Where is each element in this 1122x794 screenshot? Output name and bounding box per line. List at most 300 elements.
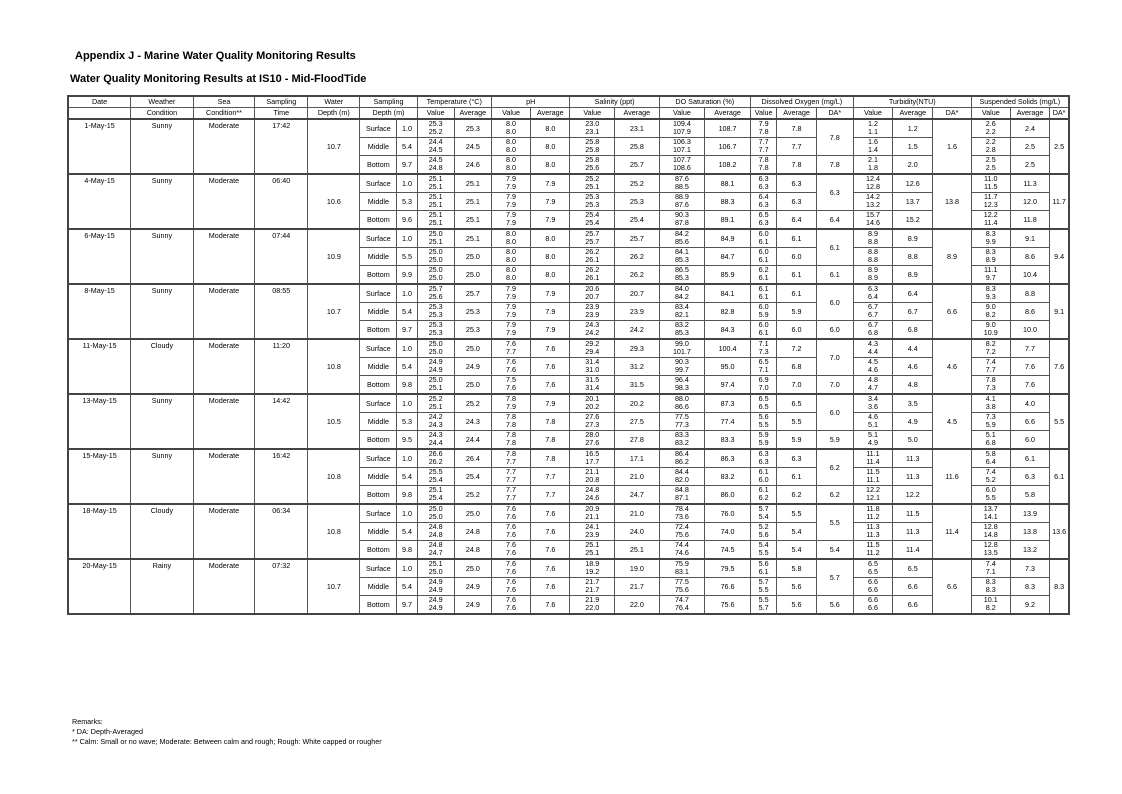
do-saturation-values-reading-1: 83.2 xyxy=(674,320,689,329)
ph-average: 7.9 xyxy=(531,193,570,211)
turbidity-values-reading-1: 1.6 xyxy=(867,137,878,146)
do-saturation-values-reading-2: 74.6 xyxy=(674,547,689,557)
date-cell: 1-May-15 xyxy=(68,119,131,174)
ph-average: 7.6 xyxy=(531,596,570,615)
temperature-values-reading-1: 24.9 xyxy=(428,357,443,366)
salinity-values xyxy=(570,174,615,193)
salinity-average: 21.0 xyxy=(615,504,660,523)
turbidity-values-reading-1: 11.1 xyxy=(866,449,880,458)
turbidity-values-reading-1: 6.6 xyxy=(867,595,878,604)
turbidity-da: 11.4 xyxy=(933,504,971,559)
suspended-solids-da: 13.6 xyxy=(1050,504,1069,559)
dissolved-oxygen-da: 6.0 xyxy=(816,284,853,321)
suspended-solids-values-reading-2: 2.5 xyxy=(985,162,996,172)
temperature-values-reading-2: 25.1 xyxy=(428,236,443,246)
ph-values-reading-2: 7.6 xyxy=(506,529,517,539)
date-cell: 8-May-15 xyxy=(68,284,131,339)
dissolved-oxygen-values-reading-2: 6.1 xyxy=(758,272,769,282)
turbidity-values-reading-2: 8.9 xyxy=(867,272,878,282)
dissolved-oxygen-bottom-da: 5.9 xyxy=(816,431,853,450)
suspended-solids-values-reading-1: 8.3 xyxy=(985,284,996,293)
date-cell: 13-May-15 xyxy=(68,394,131,449)
do-saturation-values xyxy=(659,358,705,376)
suspended-solids-values-reading-1: 8.3 xyxy=(985,247,996,256)
ph-values-reading-2: 7.7 xyxy=(506,474,517,484)
suspended-solids-values xyxy=(971,248,1010,266)
weather-cell: Sunny xyxy=(131,174,194,229)
do-saturation-values-reading-1: 84.8 xyxy=(674,485,689,494)
ph-average: 7.9 xyxy=(531,321,570,340)
suspended-solids-values-reading-2: 9.7 xyxy=(985,272,996,282)
suspended-solids-da: 2.5 xyxy=(1050,119,1069,174)
turbidity-average: 5.0 xyxy=(893,431,933,450)
suspended-solids-values xyxy=(971,449,1010,468)
temperature-values-reading-1: 24.8 xyxy=(428,522,443,531)
ph-values xyxy=(491,119,530,138)
dissolved-oxygen-average: 5.6 xyxy=(777,596,816,615)
turbidity-average: 6.7 xyxy=(893,303,933,321)
table-row-surface xyxy=(68,174,1069,193)
turbidity-values-reading-2: 14.6 xyxy=(865,217,880,227)
level-name-cell: Bottom xyxy=(360,376,397,395)
turbidity-values-reading-2: 6.5 xyxy=(867,566,878,576)
ph-values-reading-1: 7.8 xyxy=(506,394,517,403)
salinity-average: 22.0 xyxy=(615,596,660,615)
dissolved-oxygen-da: 6.2 xyxy=(816,449,853,486)
dissolved-oxygen-values-reading-1: 6.0 xyxy=(758,229,769,238)
turbidity-average: 6.5 xyxy=(893,559,933,578)
sea-condition-cell: Moderate xyxy=(193,394,255,449)
table-row-surface xyxy=(68,229,1069,248)
ph-values-reading-1: 7.5 xyxy=(506,375,517,384)
dissolved-oxygen-values-reading-1: 6.0 xyxy=(758,320,769,329)
level-name-cell: Middle xyxy=(360,413,397,431)
turbidity-da: 11.6 xyxy=(933,449,971,504)
turbidity-values xyxy=(853,578,892,596)
dissolved-oxygen-values-reading-1: 6.2 xyxy=(758,265,769,274)
level-name-cell: Bottom xyxy=(360,321,397,340)
turbidity-average: 8.8 xyxy=(893,248,933,266)
suspended-solids-average: 7.6 xyxy=(1010,376,1049,395)
temperature-average: 25.7 xyxy=(454,284,491,303)
turbidity-values-reading-2: 11.1 xyxy=(866,474,880,484)
do-saturation-values-reading-1: 83.3 xyxy=(674,430,689,439)
temperature-values xyxy=(417,504,454,523)
turbidity-values-reading-2: 3.6 xyxy=(867,401,878,411)
salinity-values-reading-1: 23.9 xyxy=(585,302,600,311)
dissolved-oxygen-values-reading-1: 5.6 xyxy=(758,412,769,421)
dissolved-oxygen-average: 7.8 xyxy=(777,156,816,175)
subheader-cell: Average xyxy=(454,108,491,120)
suspended-solids-values xyxy=(971,156,1010,175)
dissolved-oxygen-da: 7.8 xyxy=(816,119,853,156)
dissolved-oxygen-average: 7.8 xyxy=(777,119,816,138)
salinity-values-reading-2: 24.2 xyxy=(585,327,600,337)
date-cell: 18-May-15 xyxy=(68,504,131,559)
do-saturation-values-reading-2: 76.4 xyxy=(674,602,689,612)
do-saturation-values-reading-2: 82.1 xyxy=(674,309,689,319)
temperature-values-reading-2: 25.0 xyxy=(428,272,443,282)
dissolved-oxygen-values-reading-2: 7.0 xyxy=(758,382,769,392)
salinity-values xyxy=(570,193,615,211)
level-depth-cell: 5.4 xyxy=(397,578,417,596)
temperature-values xyxy=(417,394,454,413)
dissolved-oxygen-values-reading-1: 7.8 xyxy=(758,155,769,164)
level-depth-cell: 5.4 xyxy=(397,303,417,321)
turbidity-values xyxy=(853,266,892,285)
suspended-solids-values xyxy=(971,358,1010,376)
temperature-average: 25.3 xyxy=(454,303,491,321)
dissolved-oxygen-values-reading-1: 6.5 xyxy=(758,394,769,403)
suspended-solids-values xyxy=(971,486,1010,505)
do-saturation-average: 100.4 xyxy=(705,339,751,358)
turbidity-values xyxy=(853,596,892,615)
temperature-average: 24.9 xyxy=(454,596,491,615)
do-saturation-average: 87.3 xyxy=(705,394,751,413)
temperature-values-reading-2: 25.1 xyxy=(428,382,443,392)
turbidity-da: 4.5 xyxy=(933,394,971,449)
salinity-average: 31.2 xyxy=(615,358,660,376)
do-saturation-values-reading-1: 109.4 xyxy=(672,119,691,128)
dissolved-oxygen-da: 6.1 xyxy=(816,229,853,266)
temperature-values-reading-2: 24.8 xyxy=(428,162,443,172)
do-saturation-average: 86.3 xyxy=(705,449,751,468)
do-saturation-values-reading-1: 88.9 xyxy=(674,192,689,201)
salinity-values-reading-2: 25.7 xyxy=(585,236,600,246)
do-saturation-average: 77.4 xyxy=(705,413,751,431)
turbidity-values-reading-2: 12.1 xyxy=(865,492,880,502)
suspended-solids-values xyxy=(971,578,1010,596)
ph-values-reading-1: 7.8 xyxy=(506,430,517,439)
dissolved-oxygen-values-reading-2: 6.3 xyxy=(758,199,769,209)
temperature-values-reading-1: 25.1 xyxy=(428,210,443,219)
do-saturation-values xyxy=(659,211,705,230)
dissolved-oxygen-da: 5.5 xyxy=(816,504,853,541)
ph-average: 7.8 xyxy=(531,449,570,468)
do-saturation-values-reading-2: 87.1 xyxy=(674,492,689,502)
subheader-cell: Value xyxy=(491,108,530,120)
table-body xyxy=(68,119,1069,614)
suspended-solids-values-reading-1: 7.4 xyxy=(985,467,996,476)
ph-average: 8.0 xyxy=(531,119,570,138)
level-depth-cell: 1.0 xyxy=(397,504,417,523)
ph-values-reading-1: 7.9 xyxy=(506,302,517,311)
level-name-cell: Surface xyxy=(360,504,397,523)
ph-average: 7.9 xyxy=(531,284,570,303)
do-saturation-values xyxy=(659,138,705,156)
temperature-average: 25.0 xyxy=(454,559,491,578)
turbidity-values xyxy=(853,376,892,395)
turbidity-average: 6.4 xyxy=(893,284,933,303)
suspended-solids-average: 12.0 xyxy=(1010,193,1049,211)
dissolved-oxygen-values-reading-2: 6.5 xyxy=(758,401,769,411)
temperature-values-reading-1: 25.3 xyxy=(428,119,443,128)
ph-values-reading-1: 7.8 xyxy=(506,449,517,458)
subheader-cell: Average xyxy=(1010,108,1049,120)
salinity-values-reading-2: 26.1 xyxy=(585,272,600,282)
ph-values-reading-1: 7.6 xyxy=(506,595,517,604)
ph-values-reading-2: 7.6 xyxy=(506,382,517,392)
suspended-solids-values-reading-2: 2.8 xyxy=(985,144,996,154)
do-saturation-values xyxy=(659,413,705,431)
temperature-average: 26.4 xyxy=(454,449,491,468)
do-saturation-values-reading-2: 107.9 xyxy=(672,126,691,136)
turbidity-values xyxy=(853,229,892,248)
salinity-values-reading-1: 21.9 xyxy=(585,595,600,604)
turbidity-values xyxy=(853,156,892,175)
do-saturation-values-reading-1: 107.7 xyxy=(672,155,691,164)
suspended-solids-average: 5.8 xyxy=(1010,486,1049,505)
salinity-values-reading-1: 16.5 xyxy=(585,449,600,458)
suspended-solids-values-reading-2: 10.9 xyxy=(983,327,998,337)
temperature-values-reading-2: 24.8 xyxy=(428,529,443,539)
dissolved-oxygen-values-reading-1: 6.4 xyxy=(758,192,769,201)
do-saturation-values xyxy=(659,486,705,505)
ph-average: 7.6 xyxy=(531,339,570,358)
do-saturation-values xyxy=(659,523,705,541)
turbidity-values xyxy=(853,504,892,523)
suspended-solids-da: 6.1 xyxy=(1050,449,1069,504)
dissolved-oxygen-average: 7.2 xyxy=(777,339,816,358)
level-depth-cell: 1.0 xyxy=(397,119,417,138)
turbidity-values-reading-2: 11.4 xyxy=(866,456,880,466)
salinity-values-reading-1: 25.1 xyxy=(585,540,600,549)
temperature-values xyxy=(417,596,454,615)
turbidity-values-reading-1: 6.7 xyxy=(867,302,878,311)
salinity-values-reading-2: 21.7 xyxy=(585,584,600,594)
suspended-solids-values-reading-2: 14.1 xyxy=(983,511,998,521)
level-depth-cell: 9.6 xyxy=(397,211,417,230)
turbidity-values-reading-2: 6.4 xyxy=(867,291,878,301)
turbidity-values-reading-1: 8.8 xyxy=(867,247,878,256)
salinity-values xyxy=(570,413,615,431)
suspended-solids-da: 9.4 xyxy=(1050,229,1069,284)
salinity-values xyxy=(570,321,615,340)
turbidity-values xyxy=(853,468,892,486)
temperature-values-reading-2: 25.0 xyxy=(428,566,443,576)
turbidity-values xyxy=(853,138,892,156)
dissolved-oxygen-average: 6.5 xyxy=(777,394,816,413)
weather-cell: Sunny xyxy=(131,229,194,284)
salinity-values xyxy=(570,394,615,413)
temperature-average: 24.6 xyxy=(454,156,491,175)
do-saturation-values-reading-1: 74.7 xyxy=(674,595,689,604)
do-saturation-values-reading-1: 74.4 xyxy=(674,540,689,549)
suspended-solids-values-reading-2: 5.5 xyxy=(985,492,996,502)
temperature-values-reading-1: 24.8 xyxy=(428,540,443,549)
weather-cell: Cloudy xyxy=(131,339,194,394)
level-name-cell: Middle xyxy=(360,303,397,321)
dissolved-oxygen-average: 5.5 xyxy=(777,413,816,431)
table-row-surface xyxy=(68,284,1069,303)
dissolved-oxygen-values-reading-1: 6.5 xyxy=(758,210,769,219)
level-depth-cell: 1.0 xyxy=(397,284,417,303)
ph-average: 7.6 xyxy=(531,541,570,560)
turbidity-values-reading-1: 6.6 xyxy=(867,577,878,586)
do-saturation-average: 75.6 xyxy=(705,596,751,615)
dissolved-oxygen-average: 6.1 xyxy=(777,468,816,486)
dissolved-oxygen-average: 5.4 xyxy=(777,541,816,560)
temperature-values-reading-2: 24.9 xyxy=(428,584,443,594)
suspended-solids-values-reading-1: 12.8 xyxy=(983,540,998,549)
suspended-solids-values xyxy=(971,541,1010,560)
salinity-values xyxy=(570,119,615,138)
ph-values xyxy=(491,376,530,395)
dissolved-oxygen-values xyxy=(750,156,777,175)
do-saturation-values-reading-1: 83.4 xyxy=(674,302,689,311)
temperature-values-reading-1: 24.2 xyxy=(428,412,443,421)
ph-values-reading-2: 7.6 xyxy=(506,364,517,374)
temperature-average: 25.3 xyxy=(454,119,491,138)
dissolved-oxygen-values-reading-2: 7.1 xyxy=(758,364,769,374)
dissolved-oxygen-average: 6.1 xyxy=(777,229,816,248)
dissolved-oxygen-values-reading-2: 7.3 xyxy=(758,346,769,356)
suspended-solids-values xyxy=(971,211,1010,230)
do-saturation-values-reading-1: 106.3 xyxy=(672,137,691,146)
ph-values xyxy=(491,248,530,266)
salinity-values xyxy=(570,486,615,505)
turbidity-average: 4.4 xyxy=(893,339,933,358)
suspended-solids-values-reading-1: 2.5 xyxy=(985,155,996,164)
suspended-solids-values-reading-1: 7.8 xyxy=(985,375,996,384)
suspended-solids-average: 11.3 xyxy=(1010,174,1049,193)
salinity-values-reading-1: 24.1 xyxy=(585,522,600,531)
appendix-title: Appendix J - Marine Water Quality Monitoring Results xyxy=(75,50,356,62)
salinity-values-reading-2: 25.6 xyxy=(585,162,600,172)
temperature-average: 25.1 xyxy=(454,193,491,211)
suspended-solids-values-reading-1: 4.1 xyxy=(985,394,996,403)
turbidity-da: 6.6 xyxy=(933,284,971,339)
temperature-values xyxy=(417,449,454,468)
turbidity-values-reading-1: 11.5 xyxy=(866,467,880,476)
turbidity-values xyxy=(853,339,892,358)
suspended-solids-average: 8.6 xyxy=(1010,248,1049,266)
level-depth-cell: 9.7 xyxy=(397,596,417,615)
salinity-values-reading-1: 29.2 xyxy=(585,339,600,348)
subheader-cell: DA* xyxy=(1050,108,1069,120)
salinity-values-reading-1: 31.4 xyxy=(585,357,600,366)
turbidity-values-reading-2: 1.8 xyxy=(867,162,878,172)
suspended-solids-values-reading-2: 2.2 xyxy=(985,126,996,136)
dissolved-oxygen-values-reading-2: 6.0 xyxy=(758,474,769,484)
temperature-values xyxy=(417,339,454,358)
do-saturation-values-reading-2: 101.7 xyxy=(672,346,691,356)
suspended-solids-values xyxy=(971,376,1010,395)
salinity-values-reading-2: 31.4 xyxy=(585,382,600,392)
dissolved-oxygen-values xyxy=(750,358,777,376)
temperature-values xyxy=(417,431,454,450)
salinity-values xyxy=(570,229,615,248)
ph-values-reading-2: 7.7 xyxy=(506,346,517,356)
ph-values-reading-2: 7.6 xyxy=(506,602,517,612)
temperature-values-reading-1: 25.0 xyxy=(428,247,443,256)
salinity-values-reading-1: 25.3 xyxy=(585,192,600,201)
turbidity-average: 8.9 xyxy=(893,229,933,248)
temperature-values-reading-1: 24.3 xyxy=(428,430,443,439)
turbidity-values-reading-2: 1.4 xyxy=(867,144,878,154)
do-saturation-values-reading-1: 84.2 xyxy=(674,229,689,238)
suspended-solids-values-reading-1: 8.3 xyxy=(985,229,996,238)
turbidity-values-reading-1: 11.3 xyxy=(866,522,880,531)
temperature-values xyxy=(417,578,454,596)
salinity-values-reading-1: 25.4 xyxy=(585,210,600,219)
header-sampling-time: Sampling xyxy=(255,96,308,108)
temperature-values xyxy=(417,541,454,560)
temperature-values xyxy=(417,559,454,578)
dissolved-oxygen-values-reading-1: 6.1 xyxy=(758,467,769,476)
dissolved-oxygen-values-reading-1: 6.0 xyxy=(758,247,769,256)
level-depth-cell: 9.7 xyxy=(397,156,417,175)
temperature-values-reading-2: 25.3 xyxy=(428,327,443,337)
turbidity-values xyxy=(853,559,892,578)
level-depth-cell: 1.0 xyxy=(397,229,417,248)
temperature-average: 25.0 xyxy=(454,266,491,285)
suspended-solids-values-reading-1: 12.2 xyxy=(983,210,998,219)
do-saturation-values xyxy=(659,431,705,450)
header-dissolved-oxygen: Dissolved Oxygen (mg/L) xyxy=(750,96,853,108)
salinity-values xyxy=(570,523,615,541)
suspended-solids-values-reading-2: 7.3 xyxy=(985,382,996,392)
level-depth-cell: 5.4 xyxy=(397,138,417,156)
turbidity-values xyxy=(853,486,892,505)
turbidity-average: 1.5 xyxy=(893,138,933,156)
weather-cell: Sunny xyxy=(131,449,194,504)
salinity-average: 20.2 xyxy=(615,394,660,413)
dissolved-oxygen-bottom-da: 6.4 xyxy=(816,211,853,230)
level-name-cell: Surface xyxy=(360,339,397,358)
temperature-values-reading-1: 25.2 xyxy=(428,394,443,403)
water-depth-cell: 10.8 xyxy=(308,449,360,504)
turbidity-values xyxy=(853,174,892,193)
ph-values-reading-2: 7.9 xyxy=(506,181,517,191)
ph-values xyxy=(491,358,530,376)
do-saturation-average: 108.7 xyxy=(705,119,751,138)
do-saturation-values xyxy=(659,229,705,248)
turbidity-da: 1.6 xyxy=(933,119,971,174)
do-saturation-values-reading-2: 86.6 xyxy=(674,401,689,411)
dissolved-oxygen-values-reading-2: 5.5 xyxy=(758,547,769,557)
ph-values-reading-2: 7.9 xyxy=(506,309,517,319)
ph-values xyxy=(491,211,530,230)
temperature-values-reading-2: 25.0 xyxy=(428,346,443,356)
do-saturation-values xyxy=(659,248,705,266)
temperature-average: 24.3 xyxy=(454,413,491,431)
level-name-cell: Middle xyxy=(360,138,397,156)
turbidity-values-reading-2: 4.4 xyxy=(867,346,878,356)
turbidity-values-reading-2: 11.2 xyxy=(866,511,880,521)
level-name-cell: Bottom xyxy=(360,211,397,230)
temperature-values-reading-1: 24.9 xyxy=(428,577,443,586)
ph-values xyxy=(491,596,530,615)
dissolved-oxygen-values-reading-2: 6.3 xyxy=(758,456,769,466)
water-depth-cell: 10.8 xyxy=(308,504,360,559)
ph-values-reading-1: 7.8 xyxy=(506,412,517,421)
dissolved-oxygen-values xyxy=(750,541,777,560)
ph-values-reading-2: 8.0 xyxy=(506,126,517,136)
suspended-solids-average: 4.0 xyxy=(1010,394,1049,413)
ph-average: 7.6 xyxy=(531,376,570,395)
sampling-time-cell: 14:42 xyxy=(255,394,308,449)
dissolved-oxygen-values-reading-2: 6.1 xyxy=(758,327,769,337)
header-suspended-solids: Suspended Solids (mg/L) xyxy=(971,96,1069,108)
header-ph: pH xyxy=(491,96,570,108)
header-sea: Sea xyxy=(193,96,255,108)
suspended-solids-values-reading-1: 11.0 xyxy=(984,174,998,183)
suspended-solids-values xyxy=(971,119,1010,138)
suspended-solids-values-reading-2: 11.5 xyxy=(984,181,998,191)
do-saturation-values-reading-1: 87.6 xyxy=(674,174,689,183)
salinity-values-reading-1: 20.9 xyxy=(585,504,600,513)
